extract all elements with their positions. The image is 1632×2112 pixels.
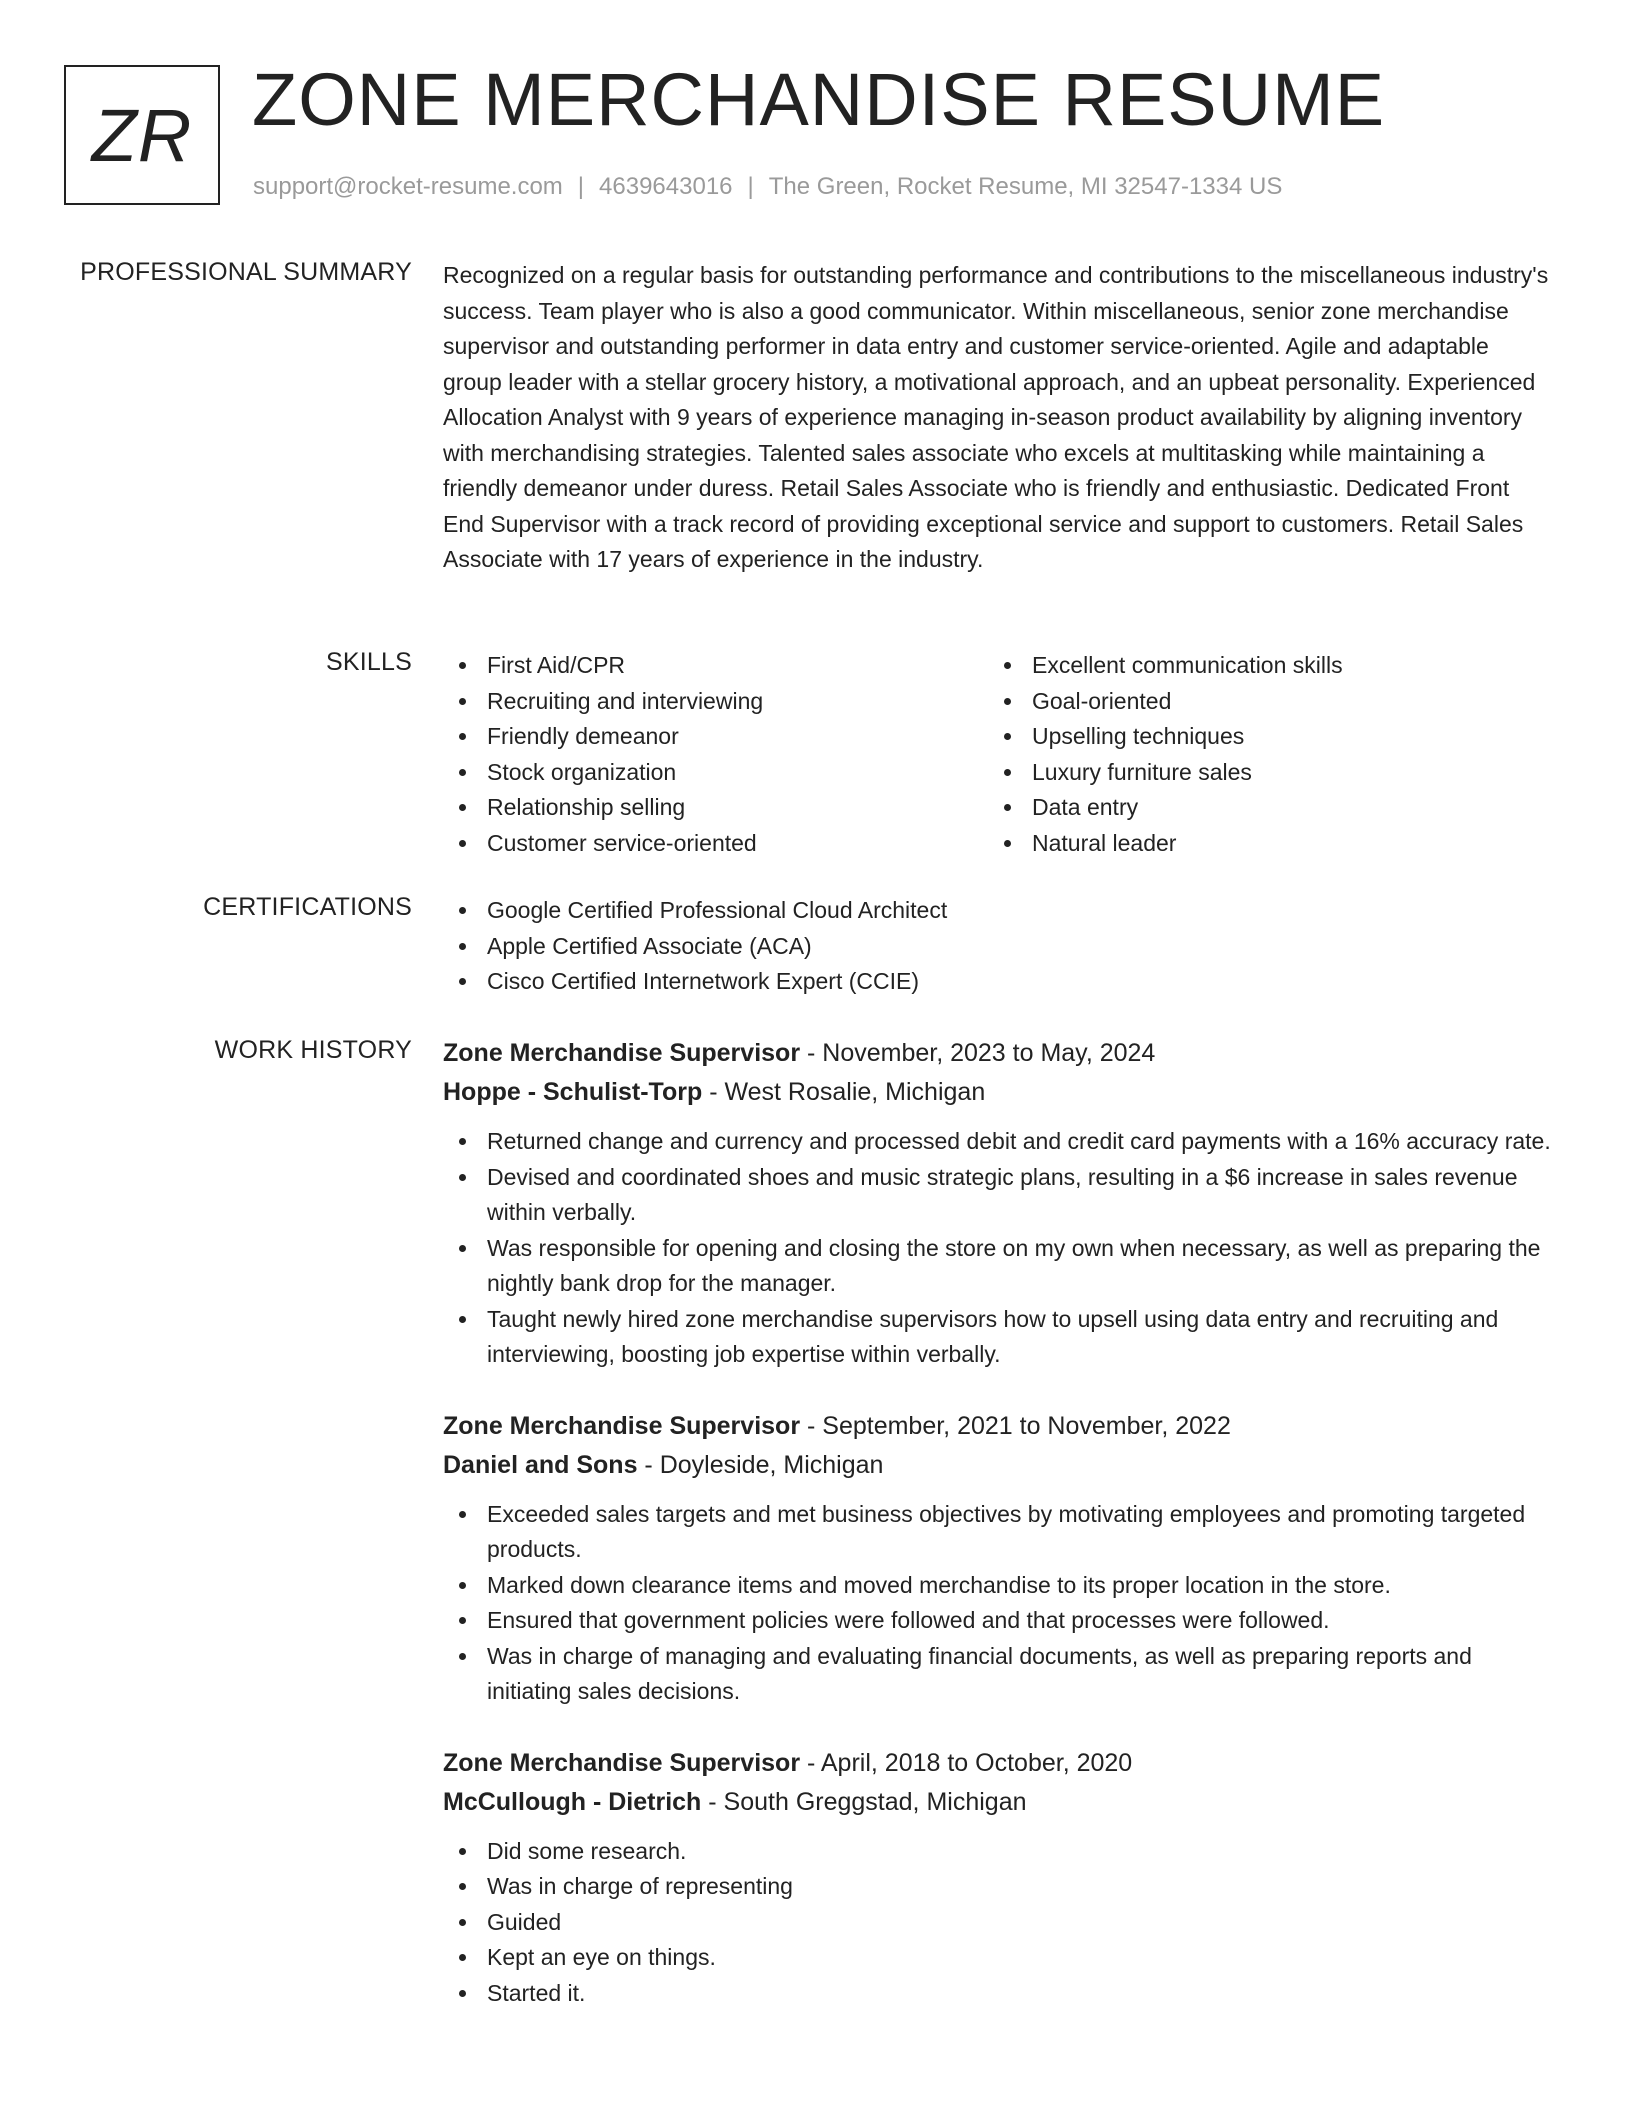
job-location: - West Rosalie, Michigan xyxy=(702,1078,986,1106)
certification-item: Apple Certified Associate (ACA) xyxy=(443,929,1553,965)
section-label: PROFESSIONAL SUMMARY xyxy=(80,258,412,286)
job-entry xyxy=(443,1034,1553,1373)
section-label: WORK HISTORY xyxy=(214,1036,412,1064)
skill-item: Friendly demeanor xyxy=(443,719,988,755)
job-bullet: Taught newly hired zone merchandise supervisors how to upsell using data entry and recruiting and interviewing, boosting job expertise within verbally. xyxy=(443,1302,1553,1373)
monogram-badge xyxy=(64,65,220,205)
jobs-list xyxy=(443,1034,1553,2011)
monogram-text: ZR xyxy=(91,93,193,177)
certifications-list xyxy=(443,893,1553,1000)
summary-text: Recognized on a regular basis for outstanding performance and contributions to the miscellaneous industry's success. Team player who is also a good communicator. Within miscellaneous, senior zone merchandise supervisor and outstanding performer in data entry and customer service-oriented. Agile and adaptable group leader with a stellar grocery history, a motivational approach, and an upbeat personality. Experienced Allocation Analyst with 9 years of experience managing in-season product availability by aligning inventory with merchandising strategies. Talented sales associate who excels at multitasking while maintaining a friendly demeanor under duress. Retail Sales Associate who is friendly and enthusiastic. Dedicated Front End Supervisor with a track record of providing exceptional service and support to customers. Retail Sales Associate with 17 years of experience in the industry. xyxy=(443,262,1549,572)
contact-email: support@rocket-resume.com xyxy=(253,173,563,200)
contact-phone: 4639643016 xyxy=(599,173,733,200)
job-company-line xyxy=(443,1073,1553,1112)
job-entry xyxy=(443,1744,1553,2012)
job-bullet: Marked down clearance items and moved merchandise to its proper location in the store. xyxy=(443,1568,1553,1604)
certification-item: Cisco Certified Internetwork Expert (CCIE) xyxy=(443,964,1553,1000)
job-bullets xyxy=(443,1124,1553,1373)
skills-list-left xyxy=(443,648,988,861)
job-company-line xyxy=(443,1446,1553,1485)
job-title: Zone Merchandise Supervisor xyxy=(443,1039,801,1067)
job-company: Daniel and Sons xyxy=(443,1450,638,1479)
skill-item: Goal-oriented xyxy=(988,684,1533,720)
skill-item: Natural leader xyxy=(988,826,1533,862)
job-bullet: Was responsible for opening and closing the store on my own when necessary, as well as preparing the nightly bank drop for the manager. xyxy=(443,1231,1553,1302)
job-bullet: Guided xyxy=(443,1905,1553,1941)
job-bullets xyxy=(443,1834,1553,2012)
contact-separator: | xyxy=(747,173,754,200)
job-bullet: Was in charge of managing and evaluating financial documents, as well as preparing reports and initiating sales decisions. xyxy=(443,1639,1553,1710)
job-entry xyxy=(443,1407,1553,1710)
skills-list-right xyxy=(988,648,1533,861)
job-bullet: Kept an eye on things. xyxy=(443,1940,1553,1976)
skill-item: Upselling techniques xyxy=(988,719,1533,755)
section-body xyxy=(443,893,1553,1000)
section-label: SKILLS xyxy=(326,648,412,676)
job-title: Zone Merchandise Supervisor xyxy=(443,1748,801,1777)
job-company: McCullough - Dietrich xyxy=(443,1787,702,1816)
job-title-line xyxy=(443,1034,1553,1073)
skills-columns xyxy=(443,648,1553,861)
job-dates: - September, 2021 to November, 2022 xyxy=(800,1411,1231,1440)
section-body xyxy=(443,648,1553,861)
job-bullets xyxy=(443,1497,1553,1710)
job-title: Zone Merchandise Supervisor xyxy=(443,1411,801,1440)
certification-item: Google Certified Professional Cloud Architect xyxy=(443,893,1553,929)
job-location: - South Greggstad, Michigan xyxy=(701,1787,1027,1816)
contact-address: The Green, Rocket Resume, MI 32547-1334 US xyxy=(768,173,1283,200)
skill-item: Stock organization xyxy=(443,755,988,791)
job-bullet: Returned change and currency and processed debit and credit card payments with a 16% accuracy rate. xyxy=(443,1124,1553,1160)
job-location: - Doyleside, Michigan xyxy=(637,1450,884,1479)
job-company: Hoppe - Schulist-Torp xyxy=(443,1078,703,1106)
resume-title: ZONE MERCHANDISE RESUME xyxy=(252,58,1386,141)
skill-item: First Aid/CPR xyxy=(443,648,988,684)
job-bullet: Ensured that government policies were followed and that processes were followed. xyxy=(443,1603,1553,1639)
job-bullet: Was in charge of representing xyxy=(443,1869,1553,1905)
skill-item: Recruiting and interviewing xyxy=(443,684,988,720)
section-body xyxy=(443,1034,1553,2045)
job-bullet: Exceeded sales targets and met business objectives by motivating employees and promoting targeted products. xyxy=(443,1497,1553,1568)
job-company-line xyxy=(443,1783,1553,1822)
job-title-line xyxy=(443,1744,1553,1783)
job-dates: - April, 2018 to October, 2020 xyxy=(800,1748,1133,1777)
skill-item: Luxury furniture sales xyxy=(988,755,1533,791)
job-bullet: Started it. xyxy=(443,1976,1553,2012)
job-title-line xyxy=(443,1407,1553,1446)
skill-item: Data entry xyxy=(988,790,1533,826)
job-bullet: Devised and coordinated shoes and music strategic plans, resulting in a $6 increase in sales revenue within verbally. xyxy=(443,1160,1553,1231)
job-dates: - November, 2023 to May, 2024 xyxy=(800,1039,1156,1067)
section-label: CERTIFICATIONS xyxy=(203,893,412,921)
skill-item: Excellent communication skills xyxy=(988,648,1533,684)
skill-item: Customer service-oriented xyxy=(443,826,988,862)
job-bullet: Did some research. xyxy=(443,1834,1553,1870)
section-body xyxy=(443,258,1553,578)
contact-separator: | xyxy=(577,173,585,200)
skill-item: Relationship selling xyxy=(443,790,988,826)
contact-line xyxy=(253,173,1282,201)
